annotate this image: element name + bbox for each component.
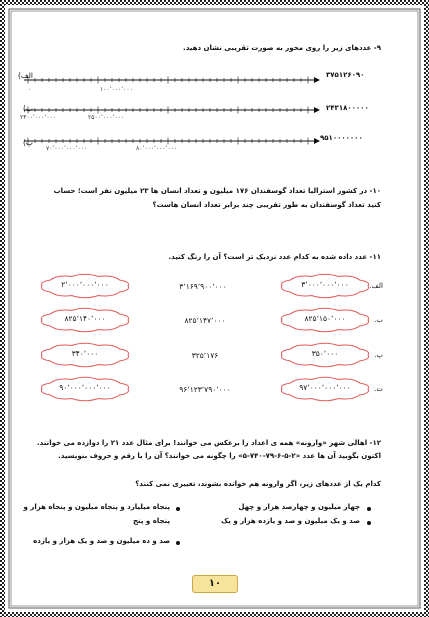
row-d-left-option[interactable]: ۹۰٬۰۰۰٬۰۰۰٬۰۰۰ [59,383,111,392]
row-d-label: ت. [374,385,383,393]
bullet-icon [367,521,371,525]
row-c-right-option[interactable]: ۳۵۰٬۰۰۰ [311,349,339,358]
question-12-text: ۱۲- اهالی شهر «وارونه» همه ی اعداد را برعکس می خوانند! برای مثال عدد ۲۱ را دوازده می خوانند. اکنون بگویید آن ها عدد «۲-۵-۶-۷۹-۷۴۰-۵» را چگونه می خوانند؟ آن را با رقم و حروف بنویسید. [37,439,381,460]
line-b-left-label: ۲۴۰۰٬۰۰۰٬۰۰۰ [20,114,57,121]
line-c-number: ۹۵۱۰۰۰۰۰۰۰ [320,134,363,142]
page-number: ۱۰ [192,575,238,593]
line-a-zero-label: ۰ [28,86,32,93]
row-d-given-number: ۹۶٬۱۲۳٬۷۹۰٬۰۰۰ [179,385,231,394]
question-11-title: ۱۱- عدد داده شده به کدام عدد نزدیک تر است؟ آن را رنگ کنید. [168,253,381,261]
row-c-given-number: ۳۲۵٬۱۷۶ [191,351,219,360]
line-a-number: ۳۷۵۱۲۶۰۹۰ [326,71,365,79]
line-c-tick-label: ۸۰٬۰۰۰٬۰۰۰٬۰۰۰ [136,145,178,152]
row-b-right-option[interactable]: ۸۲۵٬۱۵۰٬۰۰۰ [304,314,346,323]
row-a-right-option[interactable]: ۳٬۰۰۰٬۰۰۰٬۰۰۰ [301,280,349,289]
bullet-icon [367,507,371,511]
line-a-tick-label: ۱۰۰٬۰۰۰٬۰۰۰ [100,86,133,93]
bullet-icon [176,507,180,511]
row-a-left-option[interactable]: ۲٬۰۰۰٬۰۰۰٬۰۰۰ [61,280,109,289]
row-c-left-option[interactable]: ۳۴۰٬۰۰۰ [71,349,99,358]
option-1: چهار میلیون و چهارصد هزار و چهل [238,503,360,511]
bullet-icon [176,541,180,545]
question-10-text: ۱۰- در کشور استرالیا تعداد گوسفندان ۱۷۶ میلیون و تعداد انسان ها ۲۳ میلیون نفر است؛ حساب کنید تعداد گوسفندان به طور تقریبی چند برابر تعداد انسان هاست؟ [53,187,381,209]
option-4: صد و ده میلیون و صد و یک هزار و یازده [33,537,170,545]
row-b-label: ب. [374,316,383,324]
line-b-label: ب) [23,104,33,113]
line-a-label: الف) [17,71,33,80]
row-a-given-number: ۳٬۱۶۹٬۹۰۰٬۰۰۰ [179,282,227,291]
line-c-left-label: ۷۰٬۰۰۰٬۰۰۰٬۰۰۰ [46,145,88,152]
line-c-label: پ) [23,138,33,147]
question-9-title: ۹- عددهای زیر را روی محور به صورت تقریبی نشان دهید. [183,44,381,52]
row-a-label: الف. [369,282,383,290]
option-3: صد و یک میلیون و صد و یازده هزار و یک [221,517,360,525]
option-2: پنجاه میلیارد و پنجاه میلیون و پنجاه هزار و پنجاه و پنج [23,503,170,525]
line-b-number: ۲۴۳۱۸۰۰۰۰۰ [326,104,369,112]
line-b-tick-label: ۲۵۰۰٬۰۰۰٬۰۰۰ [88,114,125,121]
row-c-label: پ. [374,351,383,359]
row-b-given-number: ۸۲۵٬۱۴۷٬۰۰۰ [184,316,226,325]
row-b-left-option[interactable]: ۸۲۵٬۱۴۰٬۰۰۰ [64,314,106,323]
row-d-right-option[interactable]: ۹۷٬۰۰۰٬۰۰۰٬۰۰۰ [299,383,351,392]
question-12-prompt: کدام یک از عددهای زیر، اگر وارونه هم خوانده بشوند، تغییری نمی کنند؟ [135,480,381,488]
